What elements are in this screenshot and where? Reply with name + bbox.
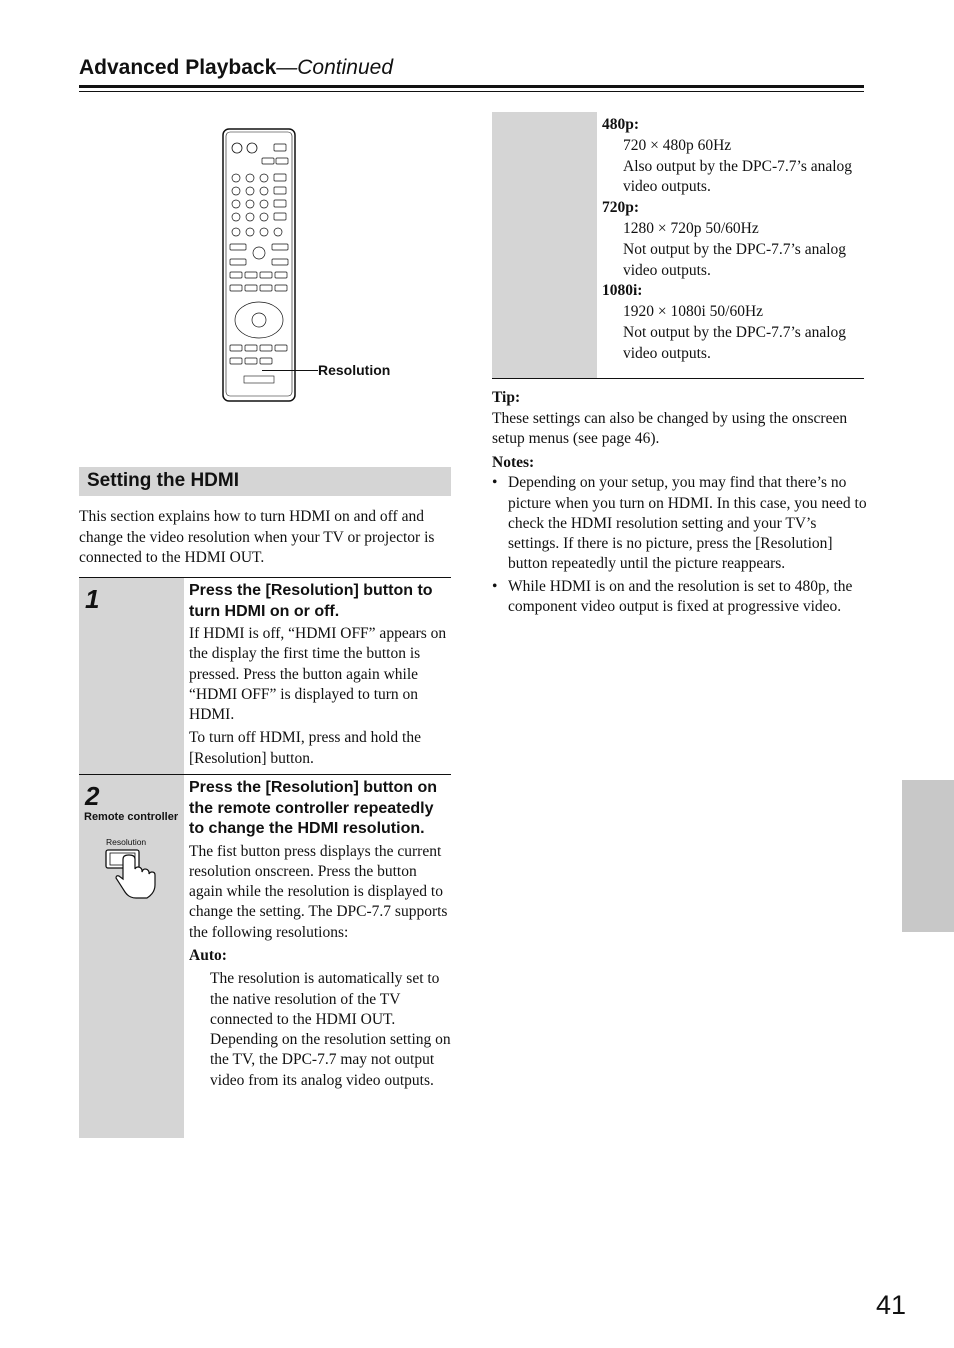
- tip-block: [492, 388, 867, 450]
- chapter-tab: [902, 780, 954, 932]
- resolution-table: [492, 112, 864, 379]
- hand-press-button-icon: [103, 847, 163, 907]
- resolution-label: 720p:: [602, 199, 640, 217]
- notes-label: Notes:: [492, 454, 535, 471]
- resolution-callout-label: Resolution: [318, 362, 391, 378]
- notes-list: [492, 473, 867, 617]
- page-title: Advanced Playback—Continued: [79, 56, 394, 79]
- resolution-note: Not output by the DPC-7.7’s analog video outputs.: [623, 240, 847, 279]
- resolution-list: [602, 115, 864, 365]
- resolution-table-gray-cell: [492, 112, 597, 378]
- page-number: 41: [876, 1290, 907, 1320]
- note-item: • While HDMI is on and the resolution is set to 480p, the component video output is fixed at progressive video.: [492, 577, 867, 618]
- notes-block: [492, 453, 867, 619]
- step-body: [189, 581, 451, 772]
- step-1: [79, 577, 451, 774]
- step-paragraph: To turn off HDMI, press and hold the [Resolution] button.: [189, 729, 421, 767]
- section-heading: [79, 467, 451, 496]
- step-paragraph: If HDMI is off, “HDMI OFF” appears on the display the first time the button is pressed. Press the button again while “HDMI OFF” is displayed to turn on HDMI.: [189, 625, 447, 724]
- header-rule: [79, 85, 864, 88]
- step-heading: Press the [Resolution] button to turn HDMI on or off.: [189, 582, 433, 620]
- resolution-note: Also output by the DPC-7.7’s analog video outputs.: [623, 157, 853, 196]
- resolution-label: 480p:: [602, 116, 640, 133]
- auto-label: Auto:: [189, 946, 227, 964]
- step-gray-cell: [79, 775, 184, 1138]
- step-heading: Press the [Resolution] button on the remote controller repeatedly to change the HDMI resolution.: [189, 779, 437, 837]
- header-rule-thin: [79, 91, 864, 92]
- resolution-spec: 720 × 480p 60Hz: [623, 136, 732, 154]
- step-gray-cell: [79, 578, 184, 774]
- step-paragraph: The fist button press displays the current resolution onscreen. Press the button again while the resolution is displayed to change the setting. The DPC-7.7 supports the following resolutions:: [189, 842, 448, 941]
- resolution-spec: 1280 × 720p 50/60Hz: [623, 219, 759, 237]
- step-body: [189, 778, 451, 1094]
- step-number: 1: [85, 584, 100, 614]
- section-title: Setting the HDMI: [87, 470, 239, 491]
- step-number: 2: [85, 781, 100, 811]
- resolution-label: 1080i:: [602, 282, 643, 300]
- resolution-button-caption: Resolution: [106, 837, 147, 847]
- tip-text: These settings can also be changed by using the onscreen setup menus (see page 46).: [492, 409, 848, 447]
- remote-controller-illustration: [222, 128, 296, 402]
- step-2: [79, 774, 451, 1138]
- section-intro: This section explains how to turn HDMI on and off and change the video resolution when your TV or projector is connected to the HDMI OUT.: [79, 508, 435, 566]
- resolution-note: Not output by the DPC-7.7’s analog video outputs.: [623, 323, 847, 362]
- note-item: • Depending on your setup, you may find that there’s no picture when you turn on HDMI. In this case, you need to check the HDMI resolution setting and your TV’s settings. If there is no picture, press the [Resolution] button repeatedly until the picture reappears.: [492, 473, 867, 574]
- page-header: [79, 56, 864, 94]
- tip-label: Tip:: [492, 389, 521, 406]
- resolution-spec: 1920 × 1080i 50/60Hz: [623, 303, 764, 321]
- auto-description: The resolution is automatically set to the native resolution of the TV connected to the HDMI OUT. Depending on the resolution setting on the TV, the DPC-7.7 may not output video from its analog video outputs.: [210, 970, 451, 1089]
- resolution-callout-line: [262, 370, 318, 371]
- remote-controller-label: Remote controller: [84, 811, 179, 823]
